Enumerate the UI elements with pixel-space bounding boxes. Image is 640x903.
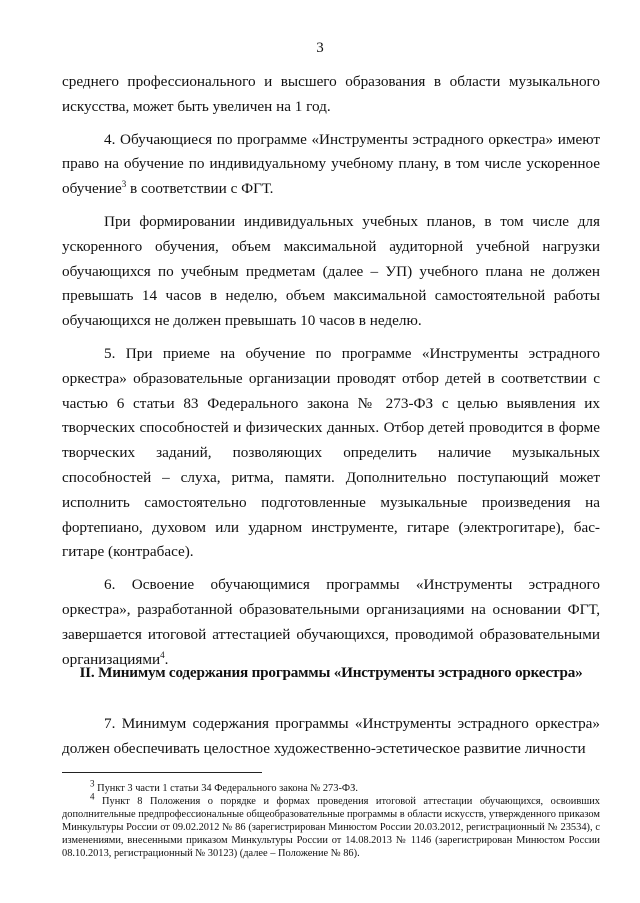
paragraph-6-text-b: . (164, 650, 169, 668)
footnote-4 (62, 791, 600, 860)
footnote-divider (62, 772, 262, 773)
footnotes (62, 778, 600, 860)
paragraph-5: 5. При приеме на обучение по программе «Инструменты эстрадного оркестра» образовательные организации проводят отбор детей в соответствии с частью 6 статьи 83 Федерального закона № 273-ФЗ с целью выявления их творческих способностей и физических данных. Отбор детей проводится в форме творческих заданий, позволяющих определить наличие музыкальных способностей – слуха, ритма, памяти. Дополнительно поступающий может исполнить самостоятельно подготовленные музыкальные произведения на фортепиано, духовом или ударном инструменте, гитаре (электрогитаре), бас-гитаре (контрабасе). (62, 344, 600, 561)
paragraph-4 (62, 128, 600, 202)
paragraph-4-text-a: 4. Обучающиеся по программе «Инструменты эстрадного оркестра» имеют право на обучение по индивидуальному учебному плану, в том числе ускоренное обучение (62, 130, 600, 198)
page-number: 3 (316, 40, 324, 56)
footnote-3-text: Пункт 3 части 1 статьи 34 Федерального закона № 273-ФЗ. (94, 783, 358, 794)
body-text (62, 70, 600, 680)
section-heading: II. Минимум содержания программы «Инструменты эстрадного оркестра» (79, 664, 583, 681)
footnote-4-text: Пункт 8 Положения о порядке и формах проведения итоговой аттестации обучающихся, освоивших дополнительные предпрофессиональные общеобразовательные программы в области искусств, утвержденного приказом Минкультуры России от 09.02.2012 № 86 (зарегистрирован Минюстом России 20.03.2012, регистрационный № 23534), с изменениями, внесенными приказом Минкультуры России от 14.08.2013 № 1146 (зарегистрирован Минюстом России 08.10.2013, регистрационный № 30123) (далее – Положение № 86). (62, 796, 600, 859)
paragraph-7: 7. Минимум содержания программы «Инструменты эстрадного оркестра» должен обеспечивать целостное художественно-эстетическое развитие личности (62, 715, 600, 757)
footnote-3 (62, 778, 600, 795)
footnote-4-marker: 4 (90, 791, 95, 802)
paragraph-4-continued: При формировании индивидуальных учебных планов, в том числе для ускоренного обучения, объем максимальной аудиторной учебной нагрузки обучающихся по учебным предметам (далее – УП) учебного плана не должен превышать 14 часов в неделю, объем максимальной самостоятельной работы обучающихся не должен превышать 10 часов в неделю. (62, 212, 600, 330)
paragraph-continuation: среднего профессионального и высшего образования в области музыкального искусства, может быть увеличен на 1 год. (62, 73, 600, 115)
footnote-ref-3: 3 (121, 179, 127, 190)
footnote-ref-4: 4 (160, 649, 165, 660)
paragraph-6-text-a: 6. Освоение обучающимися программы «Инструменты эстрадного оркестра», разработанной образовательными организациями на основании ФГТ, завершается итоговой аттестацией обучающихся, проводимой образовательными организациями (62, 576, 600, 668)
paragraph-6 (62, 573, 600, 672)
footnote-3-marker: 3 (90, 778, 95, 789)
paragraph-4-text-b: в соответствии с ФГТ. (126, 180, 274, 198)
